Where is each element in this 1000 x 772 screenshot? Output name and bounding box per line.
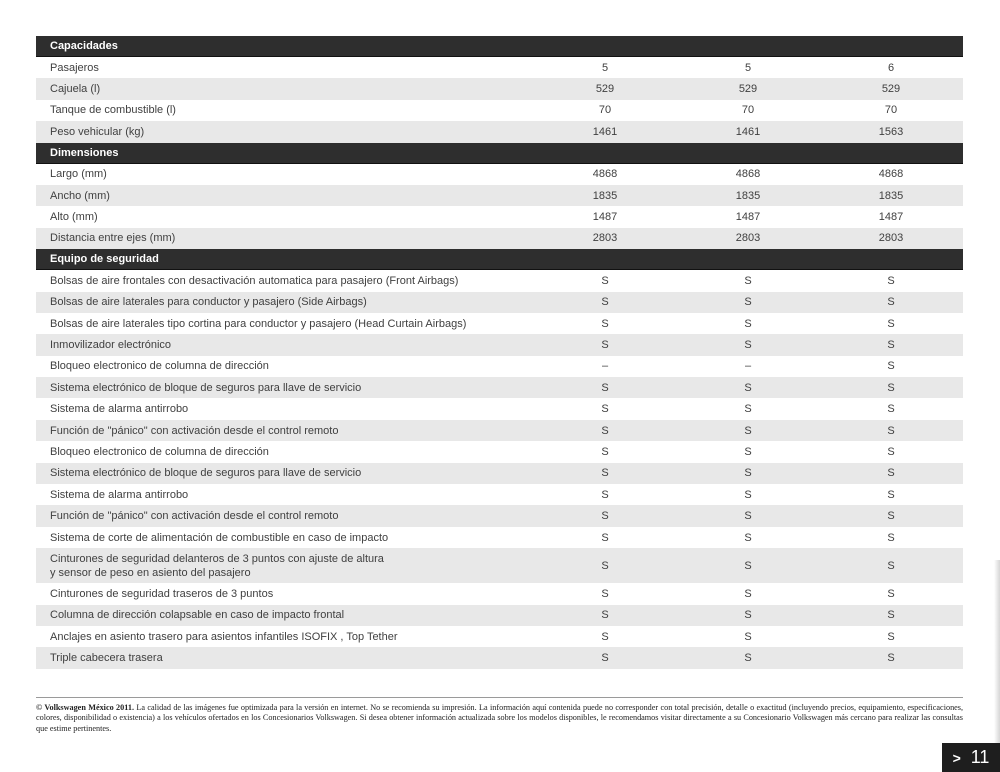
row-value-1: S	[601, 488, 609, 501]
row-value-3: S	[887, 381, 895, 394]
footnote-brand: © Volkswagen México 2011.	[36, 703, 134, 712]
table-row	[36, 420, 963, 441]
row-value-3: S	[887, 424, 895, 437]
row-value-3: S	[887, 360, 895, 373]
row-value-3: S	[887, 274, 895, 287]
row-value-1: S	[601, 559, 609, 572]
row-value-1: S	[601, 609, 609, 622]
row-label: Alto (mm)	[50, 211, 98, 224]
row-value-1: S	[601, 296, 609, 309]
row-label: Largo (mm)	[50, 168, 107, 181]
row-value-1: S	[601, 445, 609, 458]
row-value-1: S	[601, 338, 609, 351]
row-value-2: S	[744, 587, 752, 600]
row-value-2: S	[744, 338, 752, 351]
row-value-2: S	[744, 488, 752, 501]
table-row	[36, 505, 963, 526]
row-value-2: S	[744, 559, 752, 572]
row-value-1: 529	[595, 83, 615, 96]
row-value-3: 4868	[878, 168, 904, 181]
specifications-table	[36, 36, 963, 669]
row-value-1: 2803	[592, 232, 618, 245]
table-row	[36, 583, 963, 604]
row-value-2: S	[744, 317, 752, 330]
row-value-3: S	[887, 652, 895, 665]
row-value-3: 529	[881, 83, 901, 96]
table-row	[36, 57, 963, 78]
row-value-3: S	[887, 510, 895, 523]
row-value-3: 70	[884, 104, 898, 117]
row-value-2: 4868	[735, 168, 761, 181]
row-value-2: S	[744, 609, 752, 622]
row-value-3: S	[887, 531, 895, 544]
row-label: Anclajes en asiento trasero para asientos infantiles ISOFIX , Top Tether	[50, 630, 398, 643]
row-value-3: 1835	[878, 189, 904, 202]
row-value-1: S	[601, 630, 609, 643]
row-value-3: S	[887, 630, 895, 643]
row-value-3: 1487	[878, 211, 904, 224]
row-value-2: S	[744, 510, 752, 523]
row-value-3: 6	[887, 61, 895, 74]
row-label: Sistema electrónico de bloque de seguros para llave de servicio	[50, 381, 362, 394]
table-row	[36, 548, 963, 583]
row-value-1: S	[601, 587, 609, 600]
table-row	[36, 206, 963, 227]
row-label: Columna de dirección colapsable en caso de impacto frontal	[50, 609, 345, 622]
row-value-1: S	[601, 381, 609, 394]
row-value-3: S	[887, 296, 895, 309]
table-row	[36, 270, 963, 291]
row-value-1: S	[601, 317, 609, 330]
row-label: Inmovilizador electrónico	[50, 338, 172, 351]
chevron-right-icon[interactable]: >	[952, 749, 961, 766]
row-label: Cinturones de seguridad delanteros de 3 puntos con ajuste de altura y sensor de peso en asiento del pasajero	[50, 552, 384, 579]
row-value-2: S	[744, 424, 752, 437]
row-value-1: S	[601, 531, 609, 544]
row-label: Ancho (mm)	[50, 189, 110, 202]
row-value-3: S	[887, 445, 895, 458]
table-row	[36, 377, 963, 398]
row-label: Pasajeros	[50, 61, 99, 74]
row-value-3: S	[887, 587, 895, 600]
row-value-3: 1563	[878, 125, 904, 138]
row-value-2: –	[744, 360, 752, 373]
row-label: Función de "pánico" con activación desde el control remoto	[50, 510, 339, 523]
row-value-3: S	[887, 317, 895, 330]
table-row	[36, 100, 963, 121]
table-row	[36, 484, 963, 505]
table-row	[36, 441, 963, 462]
table-row	[36, 228, 963, 249]
row-label: Sistema de alarma antirrobo	[50, 403, 189, 416]
row-label: Cinturones de seguridad traseros de 3 puntos	[50, 587, 274, 600]
row-value-1: S	[601, 274, 609, 287]
row-label: Sistema de alarma antirrobo	[50, 488, 189, 501]
section-header: Equipo de seguridad	[36, 249, 963, 270]
row-label: Bloqueo electronico de columna de dirección	[50, 445, 269, 458]
page-number: 11	[970, 747, 990, 767]
row-value-2: S	[744, 296, 752, 309]
row-label: Distancia entre ejes (mm)	[50, 232, 176, 245]
row-label: Bloqueo electronico de columna de dirección	[50, 360, 269, 373]
row-value-1: 4868	[592, 168, 618, 181]
row-value-3: S	[887, 338, 895, 351]
footnote-text: La calidad de las imágenes fue optimizada para la versión en internet. No se recomienda su impresión. La información aquí contenida puede no corresponder con total precisión, detalle o exactitud (incluyendo precios, equipamiento, especificaciones, colores, disponibilidad o existencia) a los vehículos ofertados en los Concesionarios Volkswagen. Si desea obtener información actualizada sobre los modelos disponibles, le recomendamos visitar directamente a su Concesionario Volkswagen más cercano para realizar las consultas que estime pertinentes.	[36, 703, 964, 733]
row-label: Función de "pánico" con activación desde el control remoto	[50, 424, 339, 437]
table-row	[36, 605, 963, 626]
row-value-3: S	[887, 488, 895, 501]
row-value-2: S	[744, 403, 752, 416]
table-row	[36, 356, 963, 377]
row-value-2: 1461	[735, 125, 761, 138]
table-row	[36, 313, 963, 334]
row-value-1: 5	[601, 61, 609, 74]
row-value-3: S	[887, 403, 895, 416]
row-value-2: 529	[738, 83, 758, 96]
section-header: Dimensiones	[36, 143, 963, 164]
row-label: Sistema electrónico de bloque de seguros para llave de servicio	[50, 467, 362, 480]
table-row	[36, 164, 963, 185]
row-label: Bolsas de aire laterales tipo cortina para conductor y pasajero (Head Curtain Airbags)	[50, 317, 467, 330]
row-label: Sistema de corte de alimentación de combustible en caso de impacto	[50, 531, 389, 544]
table-row	[36, 463, 963, 484]
row-label: Tanque de combustible (l)	[50, 104, 176, 117]
row-label: Peso vehicular (kg)	[50, 125, 145, 138]
row-value-2: 2803	[735, 232, 761, 245]
section-header: Capacidades	[36, 36, 963, 57]
row-value-2: 1835	[735, 189, 761, 202]
row-value-1: 1835	[592, 189, 618, 202]
page-edge-shadow	[994, 560, 1000, 772]
row-value-1: 1487	[592, 211, 618, 224]
row-value-2: S	[744, 445, 752, 458]
row-value-2: 1487	[735, 211, 761, 224]
table-row	[36, 527, 963, 548]
table-row	[36, 626, 963, 647]
row-value-1: S	[601, 652, 609, 665]
row-value-1: 1461	[592, 125, 618, 138]
row-value-2: S	[744, 381, 752, 394]
row-value-1: S	[601, 467, 609, 480]
table-row	[36, 78, 963, 99]
table-row	[36, 185, 963, 206]
row-value-3: S	[887, 467, 895, 480]
table-row	[36, 334, 963, 355]
row-value-1: S	[601, 403, 609, 416]
row-value-3: S	[887, 609, 895, 622]
row-label: Triple cabecera trasera	[50, 652, 163, 665]
row-label: Bolsas de aire laterales para conductor y pasajero (Side Airbags)	[50, 296, 367, 309]
row-value-1: S	[601, 424, 609, 437]
row-value-2: S	[744, 274, 752, 287]
row-value-2: S	[744, 652, 752, 665]
row-label: Bolsas de aire frontales con desactivación automatica para pasajero (Front Airbags)	[50, 274, 459, 287]
table-row	[36, 292, 963, 313]
table-row	[36, 398, 963, 419]
row-value-2: 70	[741, 104, 755, 117]
row-value-2: S	[744, 630, 752, 643]
table-row	[36, 121, 963, 142]
row-value-2: S	[744, 467, 752, 480]
row-label: Cajuela (l)	[50, 83, 101, 96]
table-row	[36, 647, 963, 668]
page-navigation-badge[interactable]	[942, 743, 1000, 772]
row-value-1: 70	[598, 104, 612, 117]
row-value-2: S	[744, 531, 752, 544]
row-value-3: 2803	[878, 232, 904, 245]
row-value-2: 5	[744, 61, 752, 74]
row-value-1: –	[601, 360, 609, 373]
row-value-3: S	[887, 559, 895, 572]
legal-footnote	[36, 697, 963, 734]
row-value-1: S	[601, 510, 609, 523]
